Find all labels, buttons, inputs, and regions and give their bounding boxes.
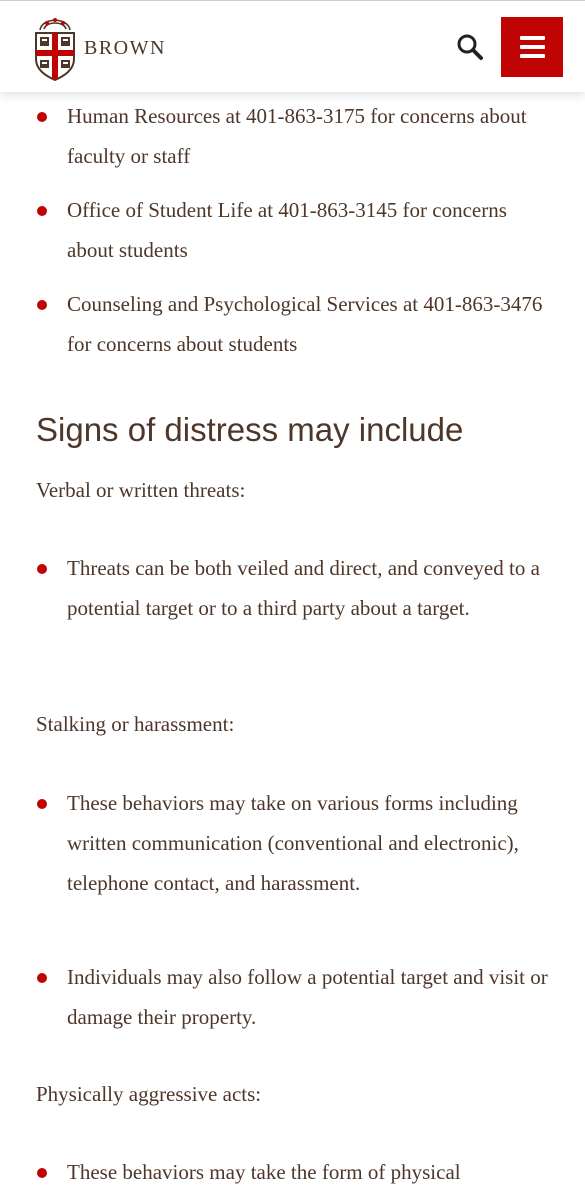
list-item: [67, 548, 553, 628]
list-item-text: These behaviors may take the form of physical: [67, 1160, 461, 1184]
contact-student-life-text[interactable]: Office of Student Life at 401-863-3145 for concerns about students: [67, 198, 507, 262]
brown-logo-link[interactable]: [34, 13, 166, 81]
logo-wordmark: BROWN: [84, 36, 166, 59]
main-content: [0, 92, 585, 1200]
contact-hr-text[interactable]: Human Resources at 401-863-3175 for concerns about faculty or staff: [67, 104, 527, 168]
bullet-dot-icon: [37, 1168, 47, 1178]
bullet-dot-icon: [37, 206, 47, 216]
bullet-dot-icon: [37, 799, 47, 809]
list-item-text: These behaviors may take on various forms including written communication (conventional and electronic), telephone contact, and harassment.: [67, 791, 519, 895]
list-item: [67, 96, 553, 176]
search-button[interactable]: [454, 31, 486, 63]
list-item-text: Threats can be both veiled and direct, and conveyed to a potential target or to a third party about a target.: [67, 556, 540, 620]
brown-shield-icon: [34, 13, 76, 81]
bullet-dot-icon: [37, 112, 47, 122]
list-item: [67, 1152, 553, 1192]
list-item: [67, 957, 553, 1037]
group-label-physical: Physically aggressive acts:: [36, 1082, 262, 1106]
list-item-text: Individuals may also follow a potential target and visit or damage their property.: [67, 965, 548, 1029]
list-item: [67, 190, 553, 270]
group-label-stalking: Stalking or harassment:: [36, 712, 235, 736]
section-heading: Signs of distress may include: [36, 411, 464, 448]
menu-button[interactable]: [501, 17, 563, 77]
group-label-threats: Verbal or written threats:: [36, 478, 246, 502]
bullet-dot-icon: [37, 564, 47, 574]
site-header: [0, 0, 585, 92]
list-item: [67, 783, 553, 903]
bullet-dot-icon: [37, 973, 47, 983]
search-icon: [454, 31, 486, 63]
list-item: [67, 284, 553, 364]
contact-caps-text[interactable]: Counseling and Psychological Services at 401-863-3476 for concerns about students: [67, 292, 543, 356]
bullet-dot-icon: [37, 300, 47, 310]
